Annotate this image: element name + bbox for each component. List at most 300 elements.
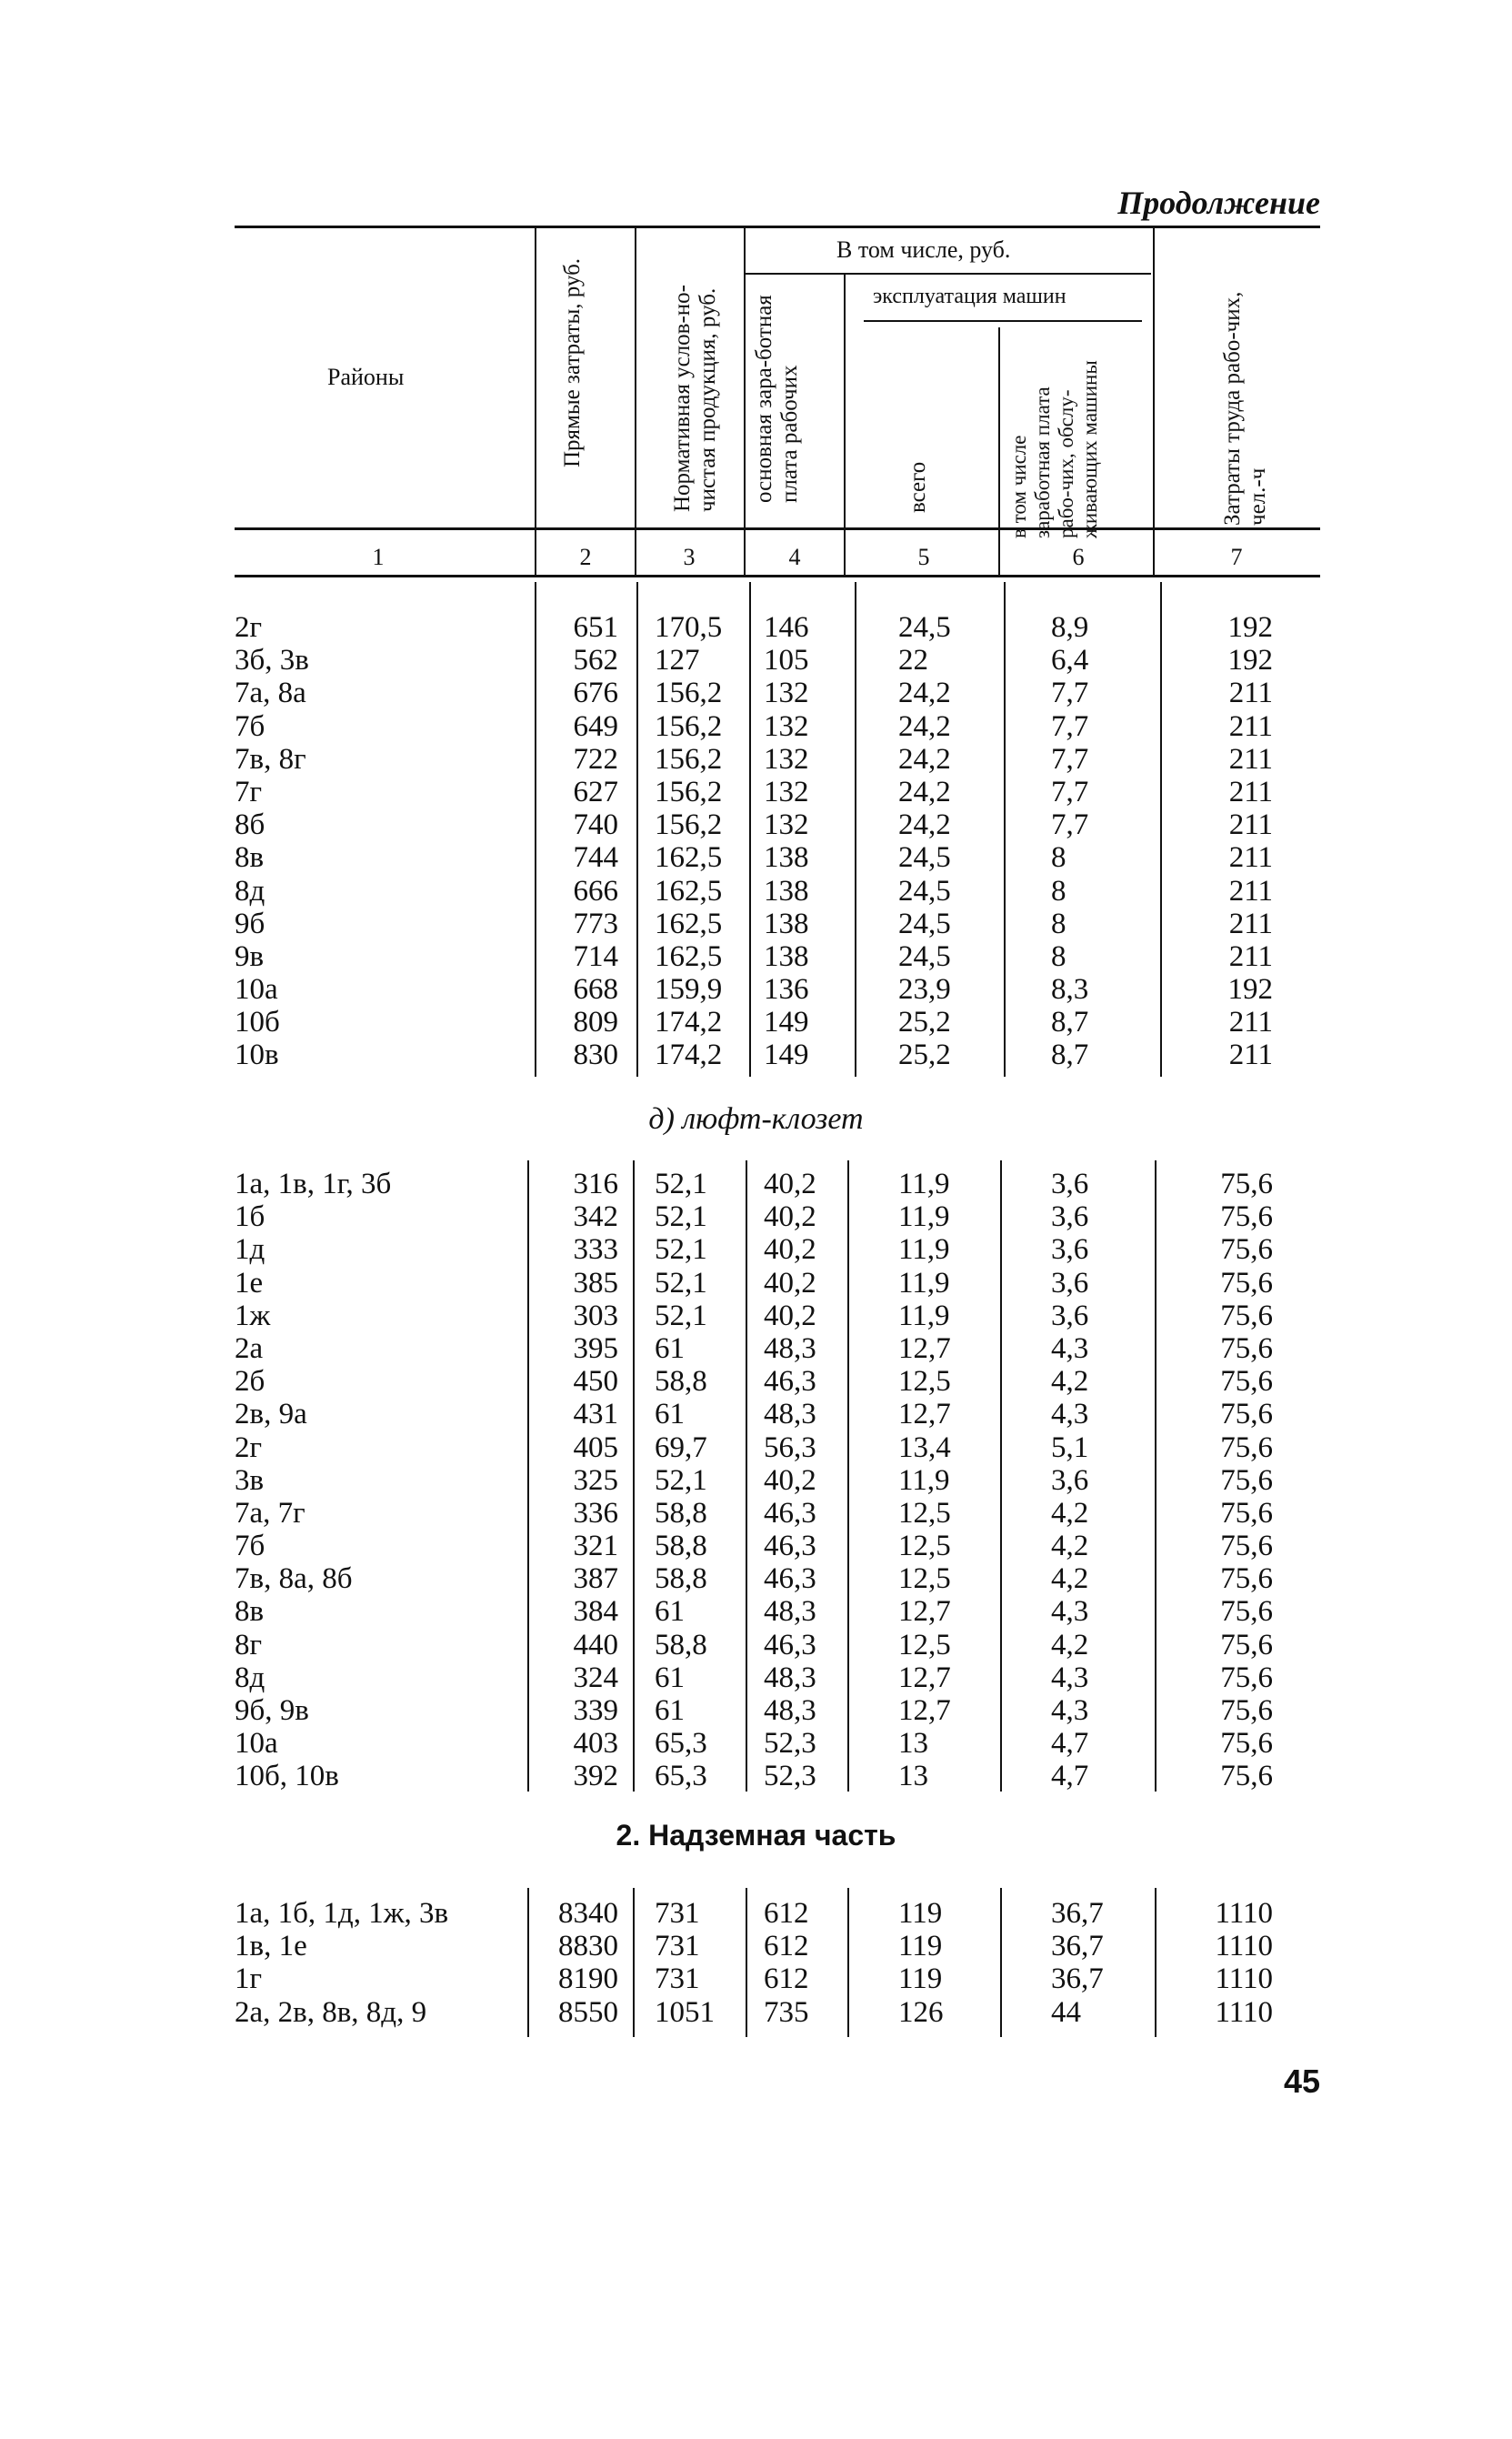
labor-cell: 75,6 (1220, 1299, 1273, 1332)
machines-wage-cell: 8,7 (1051, 1039, 1089, 1072)
labor-cell: 75,6 (1220, 1331, 1273, 1365)
normative-cell: 162,5 (655, 874, 723, 908)
base-wage-cell: 40,2 (764, 1463, 816, 1497)
machines-total-cell: 13 (898, 1760, 928, 1793)
normative-cell: 52,1 (655, 1463, 707, 1497)
base-wage-cell: 40,2 (764, 1200, 816, 1234)
region-cell: 2а (235, 1331, 264, 1365)
col-header-normative: Нормативная услов-но-чистая продукция, руб. (670, 284, 720, 512)
normative-cell: 174,2 (655, 1039, 723, 1072)
header-divider (1153, 226, 1155, 575)
col-header-total: всего (906, 461, 930, 513)
machines-wage-cell: 7,7 (1051, 677, 1089, 710)
machines-wage-cell: 8 (1051, 874, 1066, 908)
region-cell: 9б (235, 907, 265, 940)
normative-cell: 162,5 (655, 841, 723, 875)
region-cell: 2б (235, 1365, 265, 1399)
direct-costs-cell: 392 (573, 1760, 618, 1793)
direct-costs-cell: 744 (573, 841, 618, 875)
normative-cell: 52,1 (655, 1200, 707, 1234)
body-divider (746, 1160, 747, 1792)
base-wage-cell: 52,3 (764, 1760, 816, 1793)
normative-cell: 174,2 (655, 1006, 723, 1039)
direct-costs-cell: 405 (573, 1430, 618, 1464)
machines-total-cell: 24,2 (898, 709, 951, 743)
col-header-incl-wage: в том числе заработная плата рабо-чих, обслу-живающих машины (1007, 360, 1101, 538)
machines-wage-cell: 36,7 (1051, 1897, 1104, 1930)
table-row (0, 776, 1512, 808)
normative-cell: 52,1 (655, 1233, 707, 1267)
table-row (0, 677, 1512, 709)
normative-cell: 127 (655, 644, 700, 678)
direct-costs-cell: 403 (573, 1727, 618, 1761)
base-wage-cell: 149 (764, 1006, 809, 1039)
col-header-direct-costs: Прямые затраты, руб. (560, 257, 585, 467)
body-divider (633, 1160, 635, 1792)
direct-costs-cell: 387 (573, 1562, 618, 1596)
section-b-title: д) люфт-клозет (648, 1102, 864, 1136)
table-row (0, 710, 1512, 743)
table-row (0, 1897, 1512, 1930)
direct-costs-cell: 303 (573, 1299, 618, 1332)
group-rule (746, 273, 1151, 275)
region-cell: 3б, 3в (235, 644, 309, 678)
labor-cell: 211 (1228, 874, 1273, 908)
machines-total-cell: 119 (898, 1897, 943, 1930)
table-row (0, 743, 1512, 776)
body-divider (1155, 1160, 1157, 1792)
region-cell: 7г (235, 775, 263, 808)
machines-wage-cell: 8,3 (1051, 973, 1089, 1007)
direct-costs-cell: 714 (573, 939, 618, 973)
labor-cell: 75,6 (1220, 1398, 1273, 1431)
body-divider (847, 1888, 849, 2037)
normative-cell: 58,8 (655, 1562, 707, 1596)
base-wage-cell: 146 (764, 611, 809, 644)
direct-costs-cell: 562 (573, 644, 618, 678)
labor-cell: 75,6 (1220, 1562, 1273, 1596)
region-cell: 7б (235, 709, 265, 743)
region-cell: 8б (235, 808, 265, 842)
table-row (0, 1930, 1512, 1962)
base-wage-cell: 48,3 (764, 1331, 816, 1365)
normative-cell: 61 (655, 1595, 685, 1629)
machines-wage-cell: 44 (1051, 1995, 1081, 2029)
region-cell: 8в (235, 841, 265, 875)
machines-wage-cell: 3,6 (1051, 1233, 1089, 1267)
machines-total-cell: 12,7 (898, 1398, 951, 1431)
region-cell: 8в (235, 1595, 265, 1629)
normative-cell: 159,9 (655, 973, 723, 1007)
machines-wage-cell: 4,3 (1051, 1694, 1089, 1727)
machines-wage-cell: 8 (1051, 907, 1066, 940)
direct-costs-cell: 325 (573, 1463, 618, 1497)
machines-total-cell: 119 (898, 1962, 943, 1996)
section-b-table (0, 1168, 1512, 1793)
normative-cell: 156,2 (655, 775, 723, 808)
base-wage-cell: 46,3 (764, 1530, 816, 1563)
labor-cell: 75,6 (1220, 1496, 1273, 1530)
region-cell: 1е (235, 1266, 264, 1300)
normative-cell: 61 (655, 1398, 685, 1431)
base-wage-cell: 40,2 (764, 1266, 816, 1300)
normative-cell: 1051 (655, 1995, 715, 2029)
region-cell: 1а, 1б, 1д, 1ж, 3в (235, 1897, 449, 1930)
machines-wage-cell: 6,4 (1051, 644, 1089, 678)
base-wage-cell: 138 (764, 841, 809, 875)
region-cell: 1в, 1е (235, 1930, 307, 1963)
table-row (0, 1727, 1512, 1760)
machines-wage-cell: 4,3 (1051, 1661, 1089, 1694)
machines-wage-cell: 7,7 (1051, 775, 1089, 808)
normative-cell: 58,8 (655, 1530, 707, 1563)
header-divider (998, 327, 1000, 575)
labor-cell: 75,6 (1220, 1200, 1273, 1234)
region-cell: 9в (235, 939, 265, 973)
labor-cell: 211 (1228, 742, 1273, 776)
machines-wage-cell: 4,2 (1051, 1496, 1089, 1530)
header-divider (535, 226, 536, 575)
base-wage-cell: 136 (764, 973, 809, 1007)
base-wage-cell: 48,3 (764, 1661, 816, 1694)
base-wage-cell: 132 (764, 808, 809, 842)
direct-costs-cell: 809 (573, 1006, 618, 1039)
base-wage-cell: 105 (764, 644, 809, 678)
base-wage-cell: 52,3 (764, 1727, 816, 1761)
direct-costs-cell: 342 (573, 1200, 618, 1234)
machines-total-cell: 11,9 (898, 1463, 950, 1497)
header-divider (844, 275, 846, 575)
machines-total-cell: 12,5 (898, 1530, 951, 1563)
base-wage-cell: 612 (764, 1962, 809, 1996)
base-wage-cell: 132 (764, 742, 809, 776)
header-numbers-rule (235, 527, 1320, 530)
base-wage-cell: 46,3 (764, 1562, 816, 1596)
body-divider (527, 1888, 529, 2037)
region-cell: 9б, 9в (235, 1694, 309, 1727)
region-cell: 3в (235, 1463, 265, 1497)
body-divider (855, 582, 856, 1077)
normative-cell: 52,1 (655, 1266, 707, 1300)
table-row (0, 1300, 1512, 1332)
machines-total-cell: 24,5 (898, 939, 951, 973)
region-cell: 10а (235, 1727, 278, 1761)
normative-cell: 156,2 (655, 808, 723, 842)
machines-total-cell: 24,5 (898, 874, 951, 908)
table-row (0, 940, 1512, 973)
col-number: 2 (579, 544, 592, 570)
group-header-including: В том числе, руб. (836, 236, 1011, 263)
normative-cell: 65,3 (655, 1760, 707, 1793)
table-row (0, 1760, 1512, 1792)
machines-total-cell: 11,9 (898, 1299, 950, 1332)
region-cell: 1а, 1в, 1г, 3б (235, 1168, 392, 1200)
region-cell: 2г (235, 1430, 263, 1464)
machines-total-cell: 12,7 (898, 1661, 951, 1694)
region-cell: 1б (235, 1200, 265, 1234)
normative-cell: 156,2 (655, 677, 723, 710)
region-cell: 2г (235, 611, 263, 644)
body-divider (1155, 1888, 1157, 2037)
machines-total-cell: 12,5 (898, 1496, 951, 1530)
table-row (0, 1168, 1512, 1200)
region-cell: 10б, 10в (235, 1760, 339, 1793)
direct-costs-cell: 8190 (558, 1962, 618, 1996)
body-divider (1004, 582, 1006, 1077)
labor-cell: 75,6 (1220, 1595, 1273, 1629)
direct-costs-cell: 339 (573, 1694, 618, 1727)
base-wage-cell: 612 (764, 1930, 809, 1963)
table-row (0, 908, 1512, 940)
direct-costs-cell: 8550 (558, 1995, 618, 2029)
machines-wage-cell: 36,7 (1051, 1930, 1104, 1963)
region-cell: 7а, 7г (235, 1496, 305, 1530)
table-row (0, 644, 1512, 677)
direct-costs-cell: 740 (573, 808, 618, 842)
machines-wage-cell: 4,2 (1051, 1562, 1089, 1596)
machines-total-cell: 12,7 (898, 1694, 951, 1727)
machines-total-cell: 12,5 (898, 1365, 951, 1399)
region-cell: 7б (235, 1530, 265, 1563)
machines-total-cell: 23,9 (898, 973, 951, 1007)
base-wage-cell: 46,3 (764, 1365, 816, 1399)
normative-cell: 162,5 (655, 907, 723, 940)
region-cell: 8д (235, 874, 265, 908)
base-wage-cell: 46,3 (764, 1628, 816, 1661)
base-wage-cell: 48,3 (764, 1398, 816, 1431)
col-header-base-wage: основная зара-ботная плата рабочих (752, 295, 802, 503)
labor-cell: 211 (1228, 677, 1273, 710)
table-row (0, 1200, 1512, 1233)
header-divider (635, 226, 636, 575)
direct-costs-cell: 649 (573, 709, 618, 743)
direct-costs-cell: 830 (573, 1039, 618, 1072)
base-wage-cell: 46,3 (764, 1496, 816, 1530)
machines-wage-cell: 3,6 (1051, 1266, 1089, 1300)
machines-wage-cell: 3,6 (1051, 1463, 1089, 1497)
body-divider (535, 582, 536, 1077)
table-row (0, 1497, 1512, 1530)
labor-cell: 211 (1228, 841, 1273, 875)
labor-cell: 75,6 (1220, 1628, 1273, 1661)
header-divider (744, 226, 746, 575)
header-bottom-rule (235, 575, 1320, 577)
table-row (0, 1996, 1512, 2029)
table-row (0, 1006, 1512, 1039)
labor-cell: 75,6 (1220, 1365, 1273, 1399)
region-cell: 8г (235, 1628, 263, 1661)
col-number: 6 (1072, 544, 1085, 570)
machines-total-cell: 11,9 (898, 1168, 950, 1200)
region-cell: 1ж (235, 1299, 271, 1332)
region-cell: 7в, 8г (235, 742, 306, 776)
normative-cell: 156,2 (655, 742, 723, 776)
continuation-label: Продолжение (1117, 185, 1320, 221)
normative-cell: 69,7 (655, 1430, 707, 1464)
col-number: 7 (1230, 544, 1243, 570)
table-row (0, 841, 1512, 874)
machines-total-cell: 24,5 (898, 841, 951, 875)
machines-wage-cell: 8,7 (1051, 1006, 1089, 1039)
table-row (0, 1039, 1512, 1071)
labor-cell: 75,6 (1220, 1694, 1273, 1727)
base-wage-cell: 48,3 (764, 1694, 816, 1727)
col-header-labor: Затраты труда рабо-чих, чел.-ч (1220, 291, 1270, 526)
machines-wage-cell: 4,2 (1051, 1628, 1089, 1661)
machines-wage-cell: 4,3 (1051, 1595, 1089, 1629)
machines-wage-cell: 7,7 (1051, 808, 1089, 842)
machines-total-cell: 24,2 (898, 775, 951, 808)
direct-costs-cell: 333 (573, 1233, 618, 1267)
base-wage-cell: 56,3 (764, 1430, 816, 1464)
normative-cell: 58,8 (655, 1496, 707, 1530)
labor-cell: 211 (1228, 709, 1273, 743)
base-wage-cell: 40,2 (764, 1299, 816, 1332)
machines-total-cell: 12,7 (898, 1331, 951, 1365)
region-cell: 10а (235, 973, 278, 1007)
machines-total-cell: 119 (898, 1930, 943, 1963)
col-number: 3 (683, 544, 696, 570)
section-a-table (0, 611, 1512, 1072)
machines-wage-cell: 36,7 (1051, 1962, 1104, 1996)
region-cell: 1д (235, 1233, 265, 1267)
direct-costs-cell: 336 (573, 1496, 618, 1530)
labor-cell: 1110 (1215, 1897, 1273, 1930)
machines-total-cell: 13 (898, 1727, 928, 1761)
body-divider (1000, 1888, 1002, 2037)
table-row (0, 1595, 1512, 1628)
page-number: 45 (1283, 2063, 1320, 2100)
region-cell: 1г (235, 1962, 263, 1996)
table-row (0, 1398, 1512, 1430)
machines-total-cell: 126 (898, 1995, 944, 2029)
machines-wage-cell: 4,7 (1051, 1760, 1089, 1793)
labor-cell: 75,6 (1220, 1430, 1273, 1464)
machines-wage-cell: 3,6 (1051, 1200, 1089, 1234)
machines-total-cell: 24,2 (898, 808, 951, 842)
base-wage-cell: 149 (764, 1039, 809, 1072)
labor-cell: 1110 (1215, 1962, 1273, 1996)
direct-costs-cell: 722 (573, 742, 618, 776)
normative-cell: 170,5 (655, 611, 723, 644)
direct-costs-cell: 8830 (558, 1930, 618, 1963)
base-wage-cell: 735 (764, 1995, 809, 2029)
table-row (0, 1233, 1512, 1266)
region-cell: 2в, 9а (235, 1398, 307, 1431)
direct-costs-cell: 450 (573, 1365, 618, 1399)
normative-cell: 61 (655, 1331, 685, 1365)
machines-total-cell: 24,2 (898, 677, 951, 710)
table-row (0, 1464, 1512, 1497)
table-row (0, 875, 1512, 908)
table-row (0, 1629, 1512, 1661)
labor-cell: 75,6 (1220, 1530, 1273, 1563)
direct-costs-cell: 385 (573, 1266, 618, 1300)
subgroup-rule (864, 320, 1142, 322)
table-row (0, 1694, 1512, 1727)
col-number: 5 (917, 544, 930, 570)
table-row (0, 808, 1512, 841)
labor-cell: 211 (1228, 775, 1273, 808)
labor-cell: 211 (1228, 808, 1273, 842)
machines-wage-cell: 4,2 (1051, 1530, 1089, 1563)
table-row (0, 1431, 1512, 1464)
table-row (0, 1530, 1512, 1562)
normative-cell: 731 (655, 1962, 700, 1996)
normative-cell: 61 (655, 1694, 685, 1727)
body-divider (633, 1888, 635, 2037)
direct-costs-cell: 676 (573, 677, 618, 710)
base-wage-cell: 40,2 (764, 1233, 816, 1267)
labor-cell: 211 (1228, 939, 1273, 973)
base-wage-cell: 48,3 (764, 1595, 816, 1629)
normative-cell: 52,1 (655, 1168, 707, 1200)
machines-wage-cell: 7,7 (1051, 742, 1089, 776)
col-number: 4 (788, 544, 801, 570)
labor-cell: 75,6 (1220, 1727, 1273, 1761)
body-divider (636, 582, 638, 1077)
table-row (0, 973, 1512, 1006)
normative-cell: 65,3 (655, 1727, 707, 1761)
machines-wage-cell: 3,6 (1051, 1299, 1089, 1332)
machines-wage-cell: 4,3 (1051, 1398, 1089, 1431)
labor-cell: 211 (1228, 1039, 1273, 1072)
machines-wage-cell: 3,6 (1051, 1168, 1089, 1200)
machines-total-cell: 12,5 (898, 1628, 951, 1661)
normative-cell: 61 (655, 1661, 685, 1694)
region-cell: 7в, 8а, 8б (235, 1562, 353, 1596)
labor-cell: 192 (1227, 611, 1273, 644)
table-row (0, 1267, 1512, 1300)
labor-cell: 211 (1228, 1006, 1273, 1039)
labor-cell: 75,6 (1220, 1760, 1273, 1793)
machines-total-cell: 11,9 (898, 1233, 950, 1267)
labor-cell: 75,6 (1220, 1661, 1273, 1694)
table-row (0, 1562, 1512, 1595)
table-row (0, 1365, 1512, 1398)
machines-wage-cell: 4,2 (1051, 1365, 1089, 1399)
direct-costs-cell: 321 (573, 1530, 618, 1563)
labor-cell: 1110 (1215, 1930, 1273, 1963)
table-row (0, 1661, 1512, 1694)
table-row (0, 1332, 1512, 1365)
machines-total-cell: 12,5 (898, 1562, 951, 1596)
col-header-regions: Районы (327, 364, 405, 390)
direct-costs-cell: 324 (573, 1661, 618, 1694)
region-cell: 7а, 8а (235, 677, 306, 710)
machines-total-cell: 25,2 (898, 1006, 951, 1039)
labor-cell: 75,6 (1220, 1266, 1273, 1300)
normative-cell: 52,1 (655, 1299, 707, 1332)
machines-total-cell: 13,4 (898, 1430, 951, 1464)
normative-cell: 731 (655, 1930, 700, 1963)
base-wage-cell: 138 (764, 907, 809, 940)
normative-cell: 731 (655, 1897, 700, 1930)
machines-total-cell: 24,2 (898, 742, 951, 776)
machines-total-cell: 12,7 (898, 1595, 951, 1629)
machines-total-cell: 24,5 (898, 611, 951, 644)
labor-cell: 211 (1228, 907, 1273, 940)
base-wage-cell: 40,2 (764, 1168, 816, 1200)
direct-costs-cell: 651 (573, 611, 618, 644)
direct-costs-cell: 627 (573, 775, 618, 808)
direct-costs-cell: 668 (573, 973, 618, 1007)
body-divider (527, 1160, 529, 1792)
region-cell: 2а, 2в, 8в, 8д, 9 (235, 1995, 427, 2029)
direct-costs-cell: 666 (573, 874, 618, 908)
normative-cell: 156,2 (655, 709, 723, 743)
machines-total-cell: 24,5 (898, 907, 951, 940)
